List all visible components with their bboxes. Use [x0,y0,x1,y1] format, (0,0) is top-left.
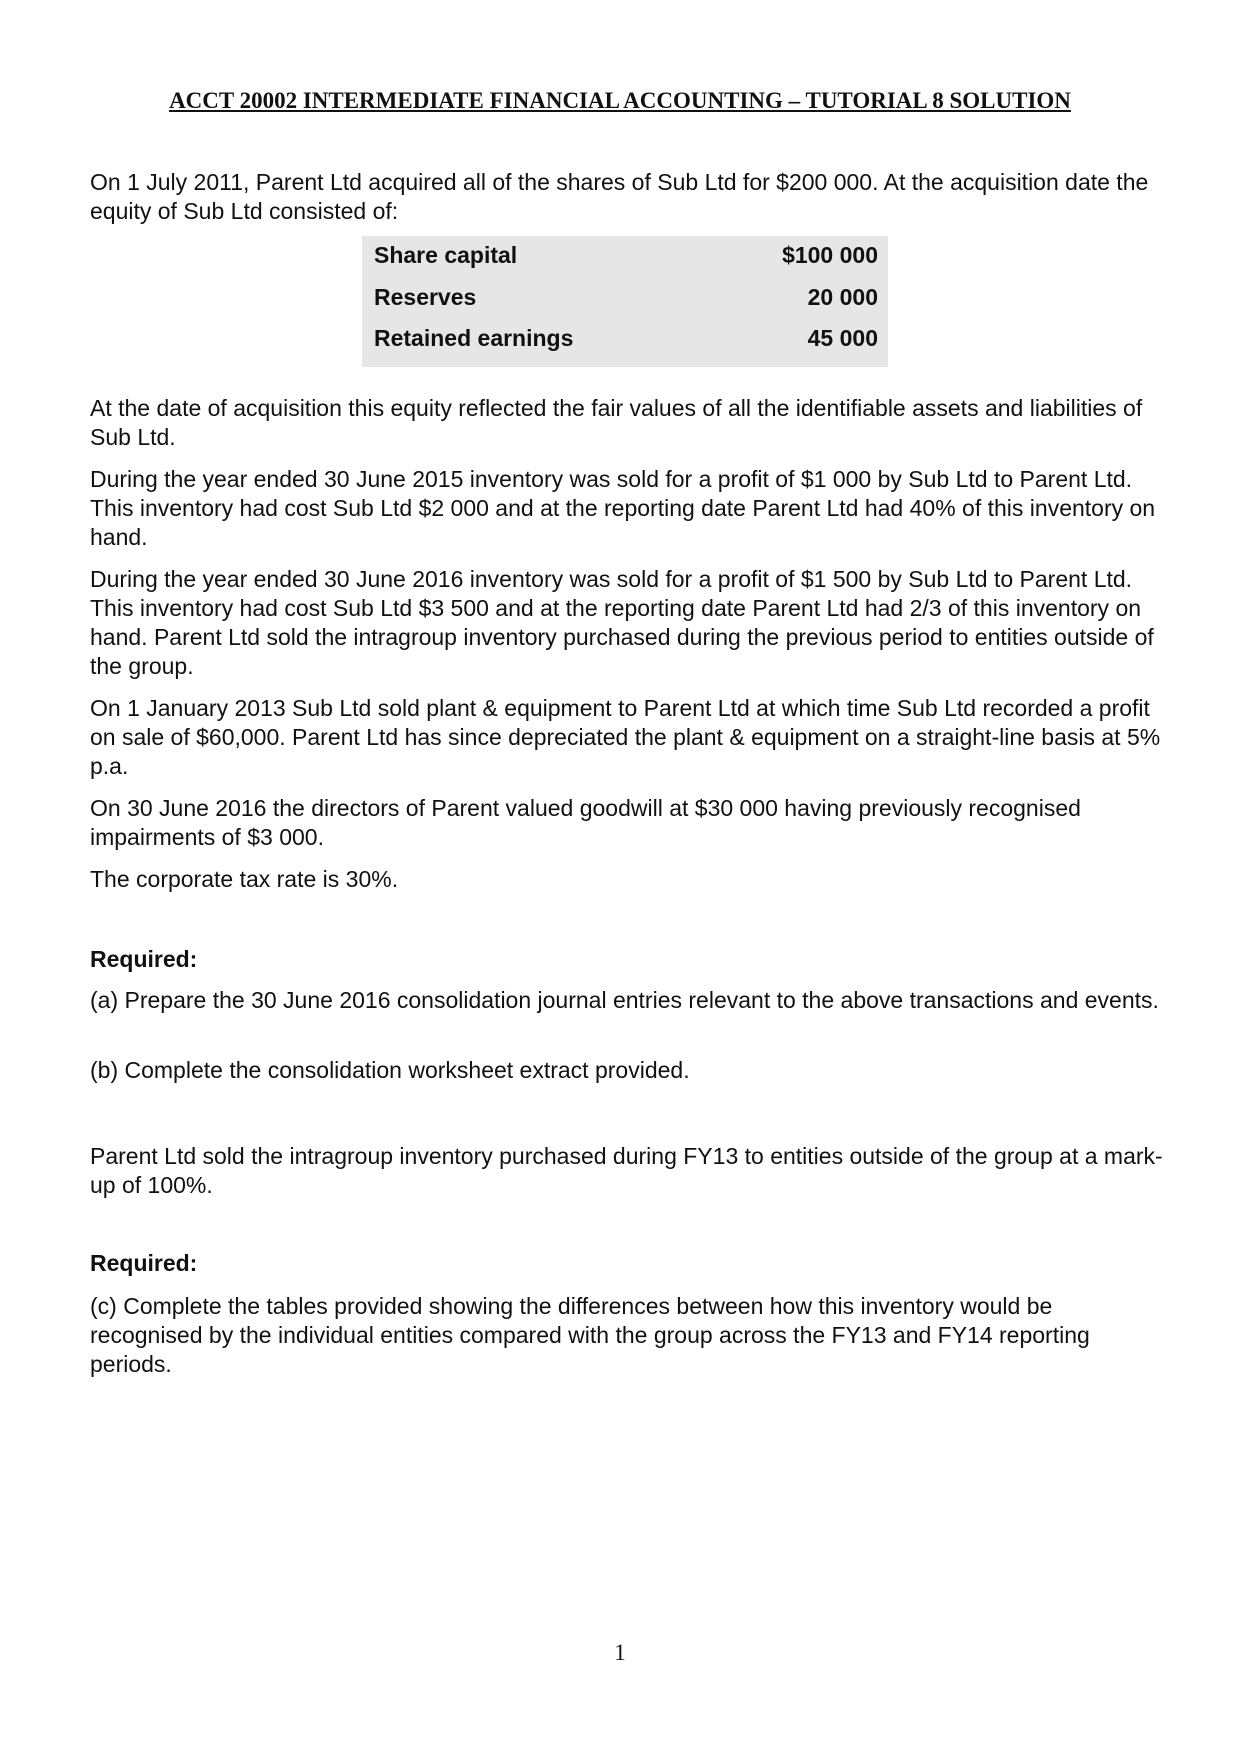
required-item-c: (c) Complete the tables provided showing the differences between how this inventory would be recognised by the individual entities compared with the group across the FY13 and FY14 reporting periods. [90,1293,1090,1377]
equity-value: 45 000 [807,325,878,351]
paragraph-tax-rate: The corporate tax rate is 30%. [90,866,399,892]
paragraph-fy13-markup: Parent Ltd sold the intragroup inventory purchased during FY13 to entities outside of the group at a mark-up of 100%. [90,1143,1163,1198]
equity-row [374,242,878,272]
paragraph-plant-equipment: On 1 January 2013 Sub Ltd sold plant & equipment to Parent Ltd at which time Sub Ltd recorded a profit on sale of $60,000. Parent Ltd has since depreciated the plant & equipment on a straight-line basis at 5% p.a. [90,695,1161,779]
equity-label: Reserves [374,284,477,310]
equity-label: Share capital [374,242,518,268]
required-item-b: (b) Complete the consolidation worksheet extract provided. [90,1057,690,1083]
paragraph-fair-value: At the date of acquisition this equity reflected the fair values of all the identifiable assets and liabilities of Sub Ltd. [90,395,1143,450]
required-item-a: (a) Prepare the 30 June 2016 consolidation journal entries relevant to the above transactions and events. [90,987,1159,1013]
paragraph-inventory-2016: During the year ended 30 June 2016 inventory was sold for a profit of $1 500 by Sub Ltd to Parent Ltd. This inventory had cost Sub Ltd $3 500 and at the reporting date Parent Ltd had 2/3 of this inventory on hand. Parent Ltd sold the intragroup inventory purchased during the previous period to entities outside of the group. [90,566,1154,679]
equity-row [374,325,878,355]
equity-row [374,284,878,314]
required-heading: Required: [90,946,198,972]
paragraph-goodwill: On 30 June 2016 the directors of Parent valued goodwill at $30 000 having previously recognised impairments of $3 000. [90,795,1081,850]
page-title: ACCT 20002 INTERMEDIATE FINANCIAL ACCOUNTING – TUTORIAL 8 SOLUTION [169,88,1071,113]
equity-table [362,236,888,367]
intro-paragraph: On 1 July 2011, Parent Ltd acquired all of the shares of Sub Ltd for $200 000. At the acquisition date the equity of Sub Ltd consisted of: [90,169,1149,224]
page-number: 1 [614,1640,626,1665]
required-heading: Required: [90,1250,198,1276]
paragraph-inventory-2015: During the year ended 30 June 2015 inventory was sold for a profit of $1 000 by Sub Ltd to Parent Ltd. This inventory had cost Sub Ltd $2 000 and at the reporting date Parent Ltd had 40% of this inventory on hand. [90,466,1156,550]
equity-value: $100 000 [782,242,878,268]
equity-value: 20 000 [807,284,878,310]
equity-label: Retained earnings [374,325,574,351]
